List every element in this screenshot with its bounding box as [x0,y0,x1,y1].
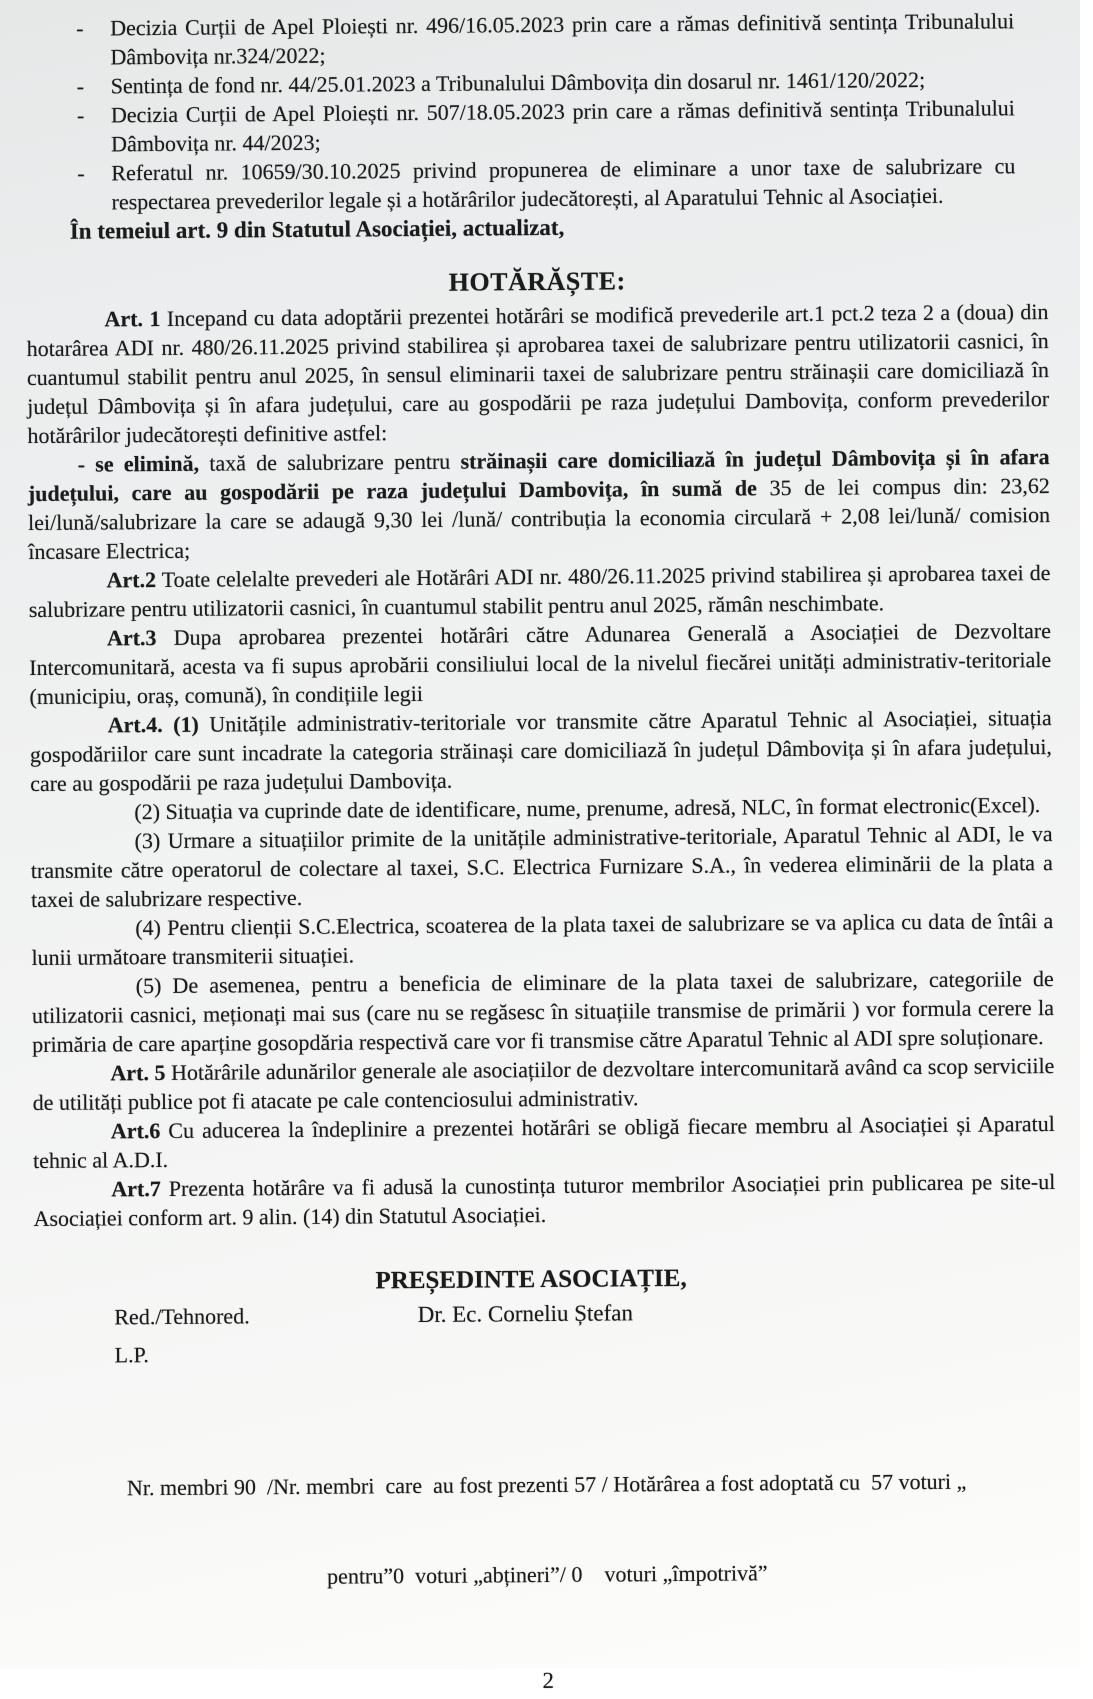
text-run: (2) Situația va cuprinde date de identificare, nume, prenume, adresă, NLC, în format electronic(Excel). [134,792,1041,825]
text-run: Sentința de fond nr. 44/25.01.2023 a Tribunalului Dâmbovița din dosarul nr. 1461/120/2022; [110,66,926,99]
text-run: taxă de salubrizare pentru [198,448,461,476]
bullet-dash: - [76,102,85,128]
text-run: (5) De asemenea, pentru a beneficia de eliminare de la plata taxei de salubrizare, categoriile de utilizatorii casnici, meționați mai sus (care nu se regăsesc în situațiile transmise de primării ) vor formula cerere la primăria de care aparține gosopdăria respectivă care vor fi transmise către Aparatul Tehnic al ADI spre soluționare. [31,965,1055,1058]
text-run: Hotărârile adunărilor generale ale asociațiilor de dezvoltare intercomunitară având ca scop serviciile de utilități publice pot fi atacate pe cale contenciosului administrativ. [32,1052,1055,1116]
text-run: Decizia Curții de Apel Ploiești nr. 496/16.05.2023 prin care a rămas definitivă sentința Tribunalului Dâmbovița nr.324/2022; [110,8,1015,70]
article-4-alin-4 [31,906,1053,972]
article-3 [29,616,1052,711]
article-7 [33,1167,1055,1233]
text-run: Unitățile administrativ-teritoriale vor transmite către Aparatul Tehnic al Asociației, situația gospodăriilor care sunt incadrate la categoria străinași care domiciliază în județul Dâmbovița și în afara județului, care au gospodării pe raza județului Dambovița. [29,705,1052,797]
text-run: Decizia Curții de Apel Ploiești nr. 507/18.05.2023 prin care a rămas definitivă sentința Tribunalului Dâmbovița nr. 44/2023; [110,95,1015,157]
bullet-dash: - [76,15,84,41]
redactor-label: Red./Tehnored. [114,1303,250,1330]
signature-block [34,1261,1057,1370]
bold-text-run: Art. 5 [110,1059,166,1086]
text-run: Prezenta hotărâre va fi adusă la cunostința tuturor membrilor Asociației prin publicarea pe site-ul Asociației conform art. 9 alin. (14) din Statutul Asociației. [33,1168,1056,1232]
bullet-dash: - [76,73,85,99]
article-4-alin-3 [30,819,1053,914]
article-2 [28,558,1050,624]
decision-heading [26,263,1048,300]
bold-text-run: HOTĂRĂȘTE: [448,266,626,297]
bold-text-run: - se elimină, [77,450,200,477]
article-4-alin-1 [30,703,1053,798]
bold-text-run: străinașii care domiciliază în județul Dâmbovița și în afara județului, care au gospodării pe raza județului Dambovița, în sumă de [27,444,1050,507]
vote-note-line-1: Nr. membri 90 /Nr. membri care au fost prezenti 57 / Hotărârea a fost adoptată cu 57 voturi „ [126,1468,967,1501]
reference-decision-496 [24,6,1014,72]
elimination-clause [28,442,1051,566]
article-6 [33,1109,1055,1175]
bold-text-run: În temeiul art. 9 din Statutul Asociației, actualizat, [69,214,565,244]
reference-decision-507 [25,93,1015,159]
president-name: Dr. Ec. Corneliu Ștefan [417,1300,634,1328]
text-run: 35 de lei compus din: 23,62 lei/lună/salubrizare la care se adaugă 9,30 lei /lună/ contribuția la economia circulară + 2,08 lei/lună/ comision încasare Electrica; [27,473,1051,565]
article-5 [32,1051,1054,1117]
text-run: Toate celelalte prevederi ale Hotărâri ADI nr. 480/26.11.2025 privind stabilirea și aprobarea taxei de salubrizare pentru utilizatorii casnici, în cuantumul stabilit pentru anul 2025, rămân neschimbate. [28,560,1051,623]
bold-text-run: Art. 1 [104,305,161,332]
vote-note-line-2: pentru”0 voturi „abțineri”/ 0 voturi „împotrivă” [327,1560,768,1589]
bold-text-run: Art.2 [106,567,157,593]
article-4-alin-5 [32,964,1055,1059]
page-number: 2 [542,1667,555,1694]
article-1 [26,297,1049,450]
bold-text-run: Art.6 [110,1118,161,1144]
president-title: PREȘEDINTE ASOCIAȚIE, [375,1264,687,1295]
bullet-dash: - [77,160,85,186]
text-run: (4) Pentru clienții S.C.Electrica, scoaterea de la plata taxei de salubrizare se va aplica cu data de întâi a lunii următoare transmiterii situației. [31,907,1054,971]
document-blocks [24,6,1056,1233]
text-run: (3) Urmare a situațiilor primite de la unitățile administrative-teritoriale, Aparatul Tehnic al ADI, le va transmite către operatorul de colectare al taxei, S.C. Electrica Furnizare S.A., în vederea eliminării de la plata a taxei de salubrizare respective. [30,821,1053,913]
text-run: Referatul nr. 10659/30.10.2025 privind propunerea de eliminare a unor taxe de salubrizare cu respectarea prevederilor legale și a hotărârilor judecătorești, al Aparatului Tehnic al Asociației. [111,153,1016,215]
signature-row [34,1295,1056,1332]
bold-text-run: Art.7 [111,1176,161,1202]
text-run: Dupa aprobarea prezentei hotărâri către Adunarea Generală a Asociației de Dezvoltare Intercomunitară, acesta va fi supus aprobării consiliului local de la nivelul fiecărei unități administrativ-teritoriale (municipiu, oraș, comună), în condițiile legii [29,618,1052,710]
bold-text-run: Art.3 [106,625,157,651]
reference-referat-10659 [25,151,1015,217]
text-run: Cu aducerea la îndeplinire a prezentei hotărâri se obligă fiecare membru al Asociației și Aparatul tehnic al A.D.I. [33,1110,1055,1174]
text-run: Incepand cu data adoptării prezentei hotărâri se modifică prevederile art.1 pct.2 teza 2 a (doua) din hotarârea ADI nr. 480/26.11.2025 privind stabilirea și aprobarea taxei de salubrizare pentru utilizatorii casnici, în cuantumul stabilit pentru anul 2025, în sensul eliminarii taxei de salubrizare pentru străinașii care domiciliază în județul Dâmbovița și în afara județului, care au gospodării pe raza județului Dambovița, conform prevederilor hotărârilor judecătorești definitive astfel: [26,299,1050,449]
vote-note [35,1406,1059,1654]
lp-stamp-label: L.P. [114,1342,149,1368]
bold-text-run: Art.4. (1) [107,711,199,738]
